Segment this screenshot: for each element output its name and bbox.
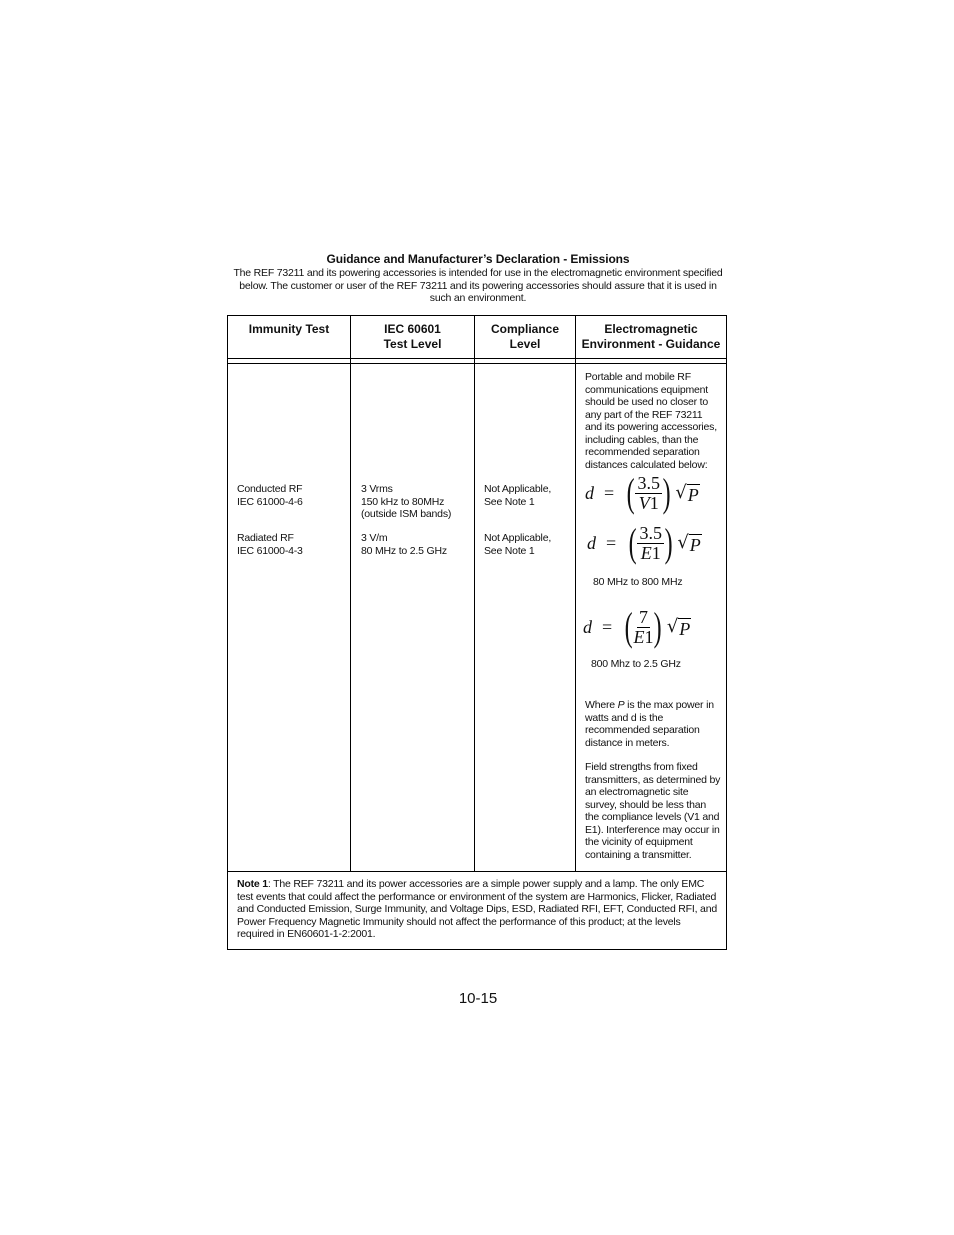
row-conducted-rf-compliance xyxy=(484,483,574,508)
denominator-var: E xyxy=(633,626,645,647)
fraction-denominator xyxy=(641,544,661,563)
header-compliance-level xyxy=(475,322,575,352)
denominator-sub: 1 xyxy=(649,492,659,513)
formula-conducted xyxy=(585,470,700,515)
formula-equals: = xyxy=(604,482,615,503)
cell-text: Radiated RF xyxy=(237,532,294,544)
field-strengths-paragraph: Field strengths from fixed transmitters, as determined by an electromagnetic site survey, should be less than the compliance levels (V1 and E1). Interference may occur in the vicinity of equipment containing a transmitter. xyxy=(585,761,721,861)
square-root xyxy=(675,482,699,505)
radical-icon: √ xyxy=(677,531,689,553)
where-rest: is the max power in watts and d is the recommended separation distance in meters. xyxy=(585,699,714,749)
range-800mhz-2-5ghz: 800 Mhz to 2.5 GHz xyxy=(591,658,681,670)
row-conducted-rf-level xyxy=(361,483,473,521)
column-divider xyxy=(474,316,475,871)
cell-text: See Note 1 xyxy=(484,544,535,557)
header-text: IEC 60601 xyxy=(384,322,441,336)
cell-text: 80 MHz to 2.5 GHz xyxy=(361,544,447,557)
radical-icon: √ xyxy=(675,481,687,503)
formula-fraction xyxy=(635,474,662,513)
formula-fraction xyxy=(633,608,653,647)
where-var: P xyxy=(617,699,625,711)
cell-text: 150 kHz to 80MHz xyxy=(361,495,445,508)
cell-text: IEC 61000-4-6 xyxy=(237,495,303,508)
column-divider xyxy=(575,316,576,871)
paren-right: ) xyxy=(654,604,663,649)
paren-left: ( xyxy=(628,520,637,565)
note-text: : The REF 73211 and its power accessories are a simple power supply and a lamp. The only EMC test events that could affect the performance or environment of the system are Harmonics, Flicker, Radiated and Conducted Emission, Surge Immunity, and Voltage Dips, ESD, Radiated RFI, EFT, Conducted RFI, and Power Frequency Magnetic Immunity should not affect the performance of this product; at the levels required in EN60601-1-2:2001. xyxy=(237,878,717,940)
cell-text: Not Applicable, xyxy=(484,483,552,495)
where-paragraph xyxy=(585,699,721,749)
header-text: Immunity Test xyxy=(248,322,330,336)
fraction-numerator: 3.5 xyxy=(639,522,662,543)
note-rule xyxy=(228,871,726,872)
intro-paragraph: The REF 73211 and its powering accessories is intended for use in the electromagnetic environment specified below. The customer or user of the REF 73211 and its powering accessories should assure that it is used in such an environment. xyxy=(233,267,723,304)
cell-text: 3 Vrms xyxy=(361,483,393,495)
formula-lhs: d xyxy=(587,532,596,553)
header-text: Electromagnetic xyxy=(604,322,698,336)
formula-radiated-low xyxy=(587,520,702,565)
emc-table xyxy=(227,315,727,950)
formula-equals: = xyxy=(606,532,617,553)
header-text: Environment - Guidance xyxy=(581,337,721,351)
denominator-sub: 1 xyxy=(651,542,661,563)
header-em-environment-guidance xyxy=(576,322,726,352)
document-heading: Guidance and Manufacturer’s Declaration - Emissions xyxy=(326,252,630,266)
formula-lhs: d xyxy=(585,482,594,503)
fraction-denominator xyxy=(633,628,653,647)
row-radiated-rf-compliance xyxy=(484,532,574,557)
radicand: P xyxy=(679,618,691,639)
column-divider xyxy=(350,316,351,871)
header-iec-test-level xyxy=(351,322,474,352)
formula-fraction xyxy=(637,524,664,563)
fraction-numerator: 7 xyxy=(638,606,648,627)
row-conducted-rf-test xyxy=(237,483,347,508)
page-number: 10-15 xyxy=(458,990,498,1007)
fraction-numerator: 3.5 xyxy=(637,472,660,493)
paren-left: ( xyxy=(624,604,633,649)
paren-right: ) xyxy=(662,470,671,515)
radicand: P xyxy=(689,534,701,555)
formula-radiated-high xyxy=(583,604,691,649)
cell-text: (outside ISM bands) xyxy=(361,508,452,520)
denominator-sub: 1 xyxy=(644,626,654,647)
radicand: P xyxy=(687,484,699,505)
square-root xyxy=(667,616,691,639)
fraction-denominator xyxy=(639,494,659,513)
formula-equals: = xyxy=(602,616,613,637)
cell-text: Conducted RF xyxy=(237,483,303,495)
range-80mhz-800mhz: 80 MHz to 800 MHz xyxy=(593,576,683,588)
header-text: Compliance xyxy=(490,322,559,336)
header-text: Level xyxy=(509,337,541,351)
denominator-var: V xyxy=(638,492,650,513)
guidance-intro: Portable and mobile RF communications equipment should be used no closer to any part of the REF 73211 and its powering accessories, including cables, than the recommended separation distances calculated below: xyxy=(585,371,717,471)
header-immunity-test xyxy=(228,322,350,337)
denominator-var: E xyxy=(640,542,652,563)
header-rule xyxy=(228,358,726,359)
cell-text: 3 V/m xyxy=(361,532,388,544)
radical-icon: √ xyxy=(666,615,679,637)
where-prefix: Where xyxy=(585,699,618,711)
paren-left: ( xyxy=(626,470,635,515)
cell-text: IEC 61000-4-3 xyxy=(237,544,303,557)
square-root xyxy=(677,532,701,555)
formula-lhs: d xyxy=(583,616,592,637)
paren-right: ) xyxy=(664,520,673,565)
note-label: Note 1 xyxy=(237,878,268,890)
header-rule xyxy=(228,363,726,364)
row-radiated-rf-test xyxy=(237,532,347,557)
cell-text: See Note 1 xyxy=(484,495,535,508)
cell-text: Not Applicable, xyxy=(484,532,552,544)
row-radiated-rf-level xyxy=(361,532,473,557)
note-1 xyxy=(237,878,718,941)
header-text: Test Level xyxy=(383,337,442,351)
